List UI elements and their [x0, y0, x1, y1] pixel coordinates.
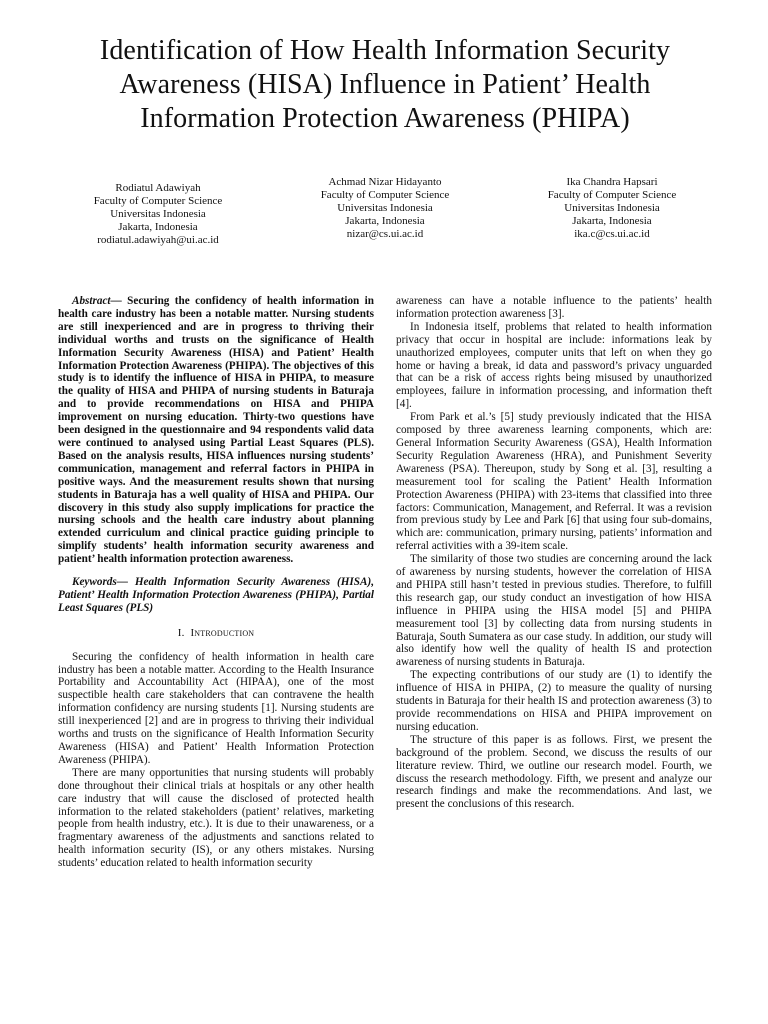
author-org: Universitas Indonesia: [337, 202, 433, 214]
author-dept: Faculty of Computer Science: [320, 189, 450, 201]
author-email: nizar@cs.ui.ac.id: [346, 228, 424, 240]
body-paragraph: From Park et al.’s [5] study previously indicated that the HISA composed by three awareness learning components, which are: General Information Security Awareness (GSA), Health Information Security Regulation Awareness (HRA), and Punishment Severity Awareness (PSA). Thereupon, study by Song et al. [3], resulting a measurement tool for scaling the Patient’ Health Information Protection Awareness (PHIPA) with 23-items that classified into three factors: Communication, Management, and Referral. It was a revision from previous study by Lee and Park [6] that using four sub-domains, which are: communication, primary nursing, patients’ information and referral activities with a 39-item scale.: [396, 411, 712, 553]
author-name: Achmad Nizar Hidayanto: [328, 176, 442, 188]
author-city: Jakarta, Indonesia: [118, 221, 198, 233]
author-city: Jakarta, Indonesia: [345, 215, 425, 227]
author-city: Jakarta, Indonesia: [572, 215, 652, 227]
author-org: Universitas Indonesia: [564, 202, 660, 214]
author-1: [58, 182, 258, 247]
author-org: Universitas Indonesia: [110, 208, 206, 220]
author-block: [58, 176, 712, 247]
author-dept: Faculty of Computer Science: [93, 195, 223, 207]
right-column: [396, 295, 712, 870]
body-paragraph: In Indonesia itself, problems that related to health information privacy that occur in hospital are include: informations leak by unauthorized employees, computer units that left on when they go home or having a break, id data and password’s privacy unguarded that can be a risk of access rights being misused by unauthorized employees, failure in information processing, and information theft [4].: [396, 320, 712, 411]
section-number: I.: [177, 626, 185, 639]
section-title: Introduction: [190, 626, 255, 639]
keywords: Keywords— Health Information Security Awareness (HISA), Patient’ Health Information Protection Awareness (PHIPA), Partial Least Squares (PLS): [58, 576, 374, 614]
abstract-text: Securing the confidency of health information in health care industry has been a notable matter. Nursing students are still inexperienced and are in progress to thriving their individual worths and trusts on the significance of Health Information Security Awareness (HISA) and Patient’ Health Information Protection Awareness (PHIPA). The objectives of this study is to identify the influence of HISA in PHIPA, to measure the quality of HISA and PHIPA of nursing students in Baturaja and to provide recommendations on HISA and PHIPA improvement on nursing education. Thirty-two questions have been designed in the questionnaire and 94 respondents valid data were continued to analysed using Partial Least Squares (PLS). Based on the analysis results, HISA influences nursing students’ communication, management and referral factors in PHIPA in positive ways. And the measurement results shown that nursing students in Baturaja has a well quality of HISA and PHIPA. Our discovery in this study also supply implications for practice the nursing schools and the health care industry about planning extended curriculum and clinical practice guiding principle to simplify students’ health information security awareness and patient’ health information protection awareness.: [58, 295, 374, 566]
body-paragraph: The similarity of those two studies are concerning around the lack of awareness by nursing students, however the correlation of HISA and PHIPA still hasn’t tested in previous studies. Therefore, to fulfill this research gap, our study conduct an investigation of how HISA influence in PHIPA using the HISA model [5] and PHIPA measurement tool [3] by collecting data from nursing students in Baturaja, South Sumatera as our case study. In addition, our study will also identify how well the quality of health IS and protection awareness of nursing students in Baturaja.: [396, 553, 712, 669]
abstract-dash: —: [110, 295, 128, 307]
body-paragraph: There are many opportunities that nursing students will probably done throughout their clinical trials at hospitals or any other health care industry that will cause the disclosed of protected health information to the related stakeholders (patient’ relatives, marketing people from health industry, etc.). It is due to their unawareness, or a fragmentary awareness of the adjustments and sanctions related to health information security (IS), or any others mistakes. Nursing students’ education related to health information security: [58, 766, 374, 870]
body-columns: [58, 295, 712, 870]
body-paragraph: The expecting contributions of our study are (1) to identify the influence of HISA in PHIPA, (2) to measure the quality of nursing students in Baturaja for their health IS and protection awareness (3) to provide recommendations on HISA and PHIPA improvement on nursing education.: [396, 669, 712, 733]
body-paragraph: awareness can have a notable influence to the patients’ health information protection awareness [3].: [396, 295, 712, 320]
abstract-lead: Abstract: [72, 295, 111, 307]
body-paragraph: The structure of this paper is as follows. First, we present the background of the problem. Second, we discuss the results of our literature review. Third, we outline our research model. Fourth, we discuss the research methodology. Fifth, we present and analyze our research findings and make the recommendations. And last, we present the conclusions of this research.: [396, 733, 712, 811]
author-3: [512, 176, 712, 247]
author-email: ika.c@cs.ui.ac.id: [574, 228, 650, 240]
author-email: rodiatul.adawiyah@ui.ac.id: [97, 234, 219, 246]
section-heading: [58, 627, 374, 640]
author-name: Ika Chandra Hapsari: [566, 176, 658, 188]
author-name: Rodiatul Adawiyah: [115, 182, 201, 194]
author-dept: Faculty of Computer Science: [547, 189, 677, 201]
paper-title: Identification of How Health Information Security Awareness (HISA) Influence in Patient’ Health Information Protection Awareness (PHIPA): [99, 35, 671, 134]
body-paragraph: Securing the confidency of health information in health care industry has been a notable matter. According to the Health Insurance Portability and Accountability Act (HIPAA), one of the most suspectible health care stakeholders that can contravene the health information confidency are nursing students [1]. Nursing students are still inexperienced [2] and are in progress to thriving their individual worths and trusts on the significance of Health Information Security Awareness (HISA) and Patient’ Health Information Protection Awareness (PHIPA).: [58, 650, 374, 766]
abstract: [58, 295, 374, 566]
author-2: [285, 176, 485, 247]
left-column: [58, 295, 374, 870]
